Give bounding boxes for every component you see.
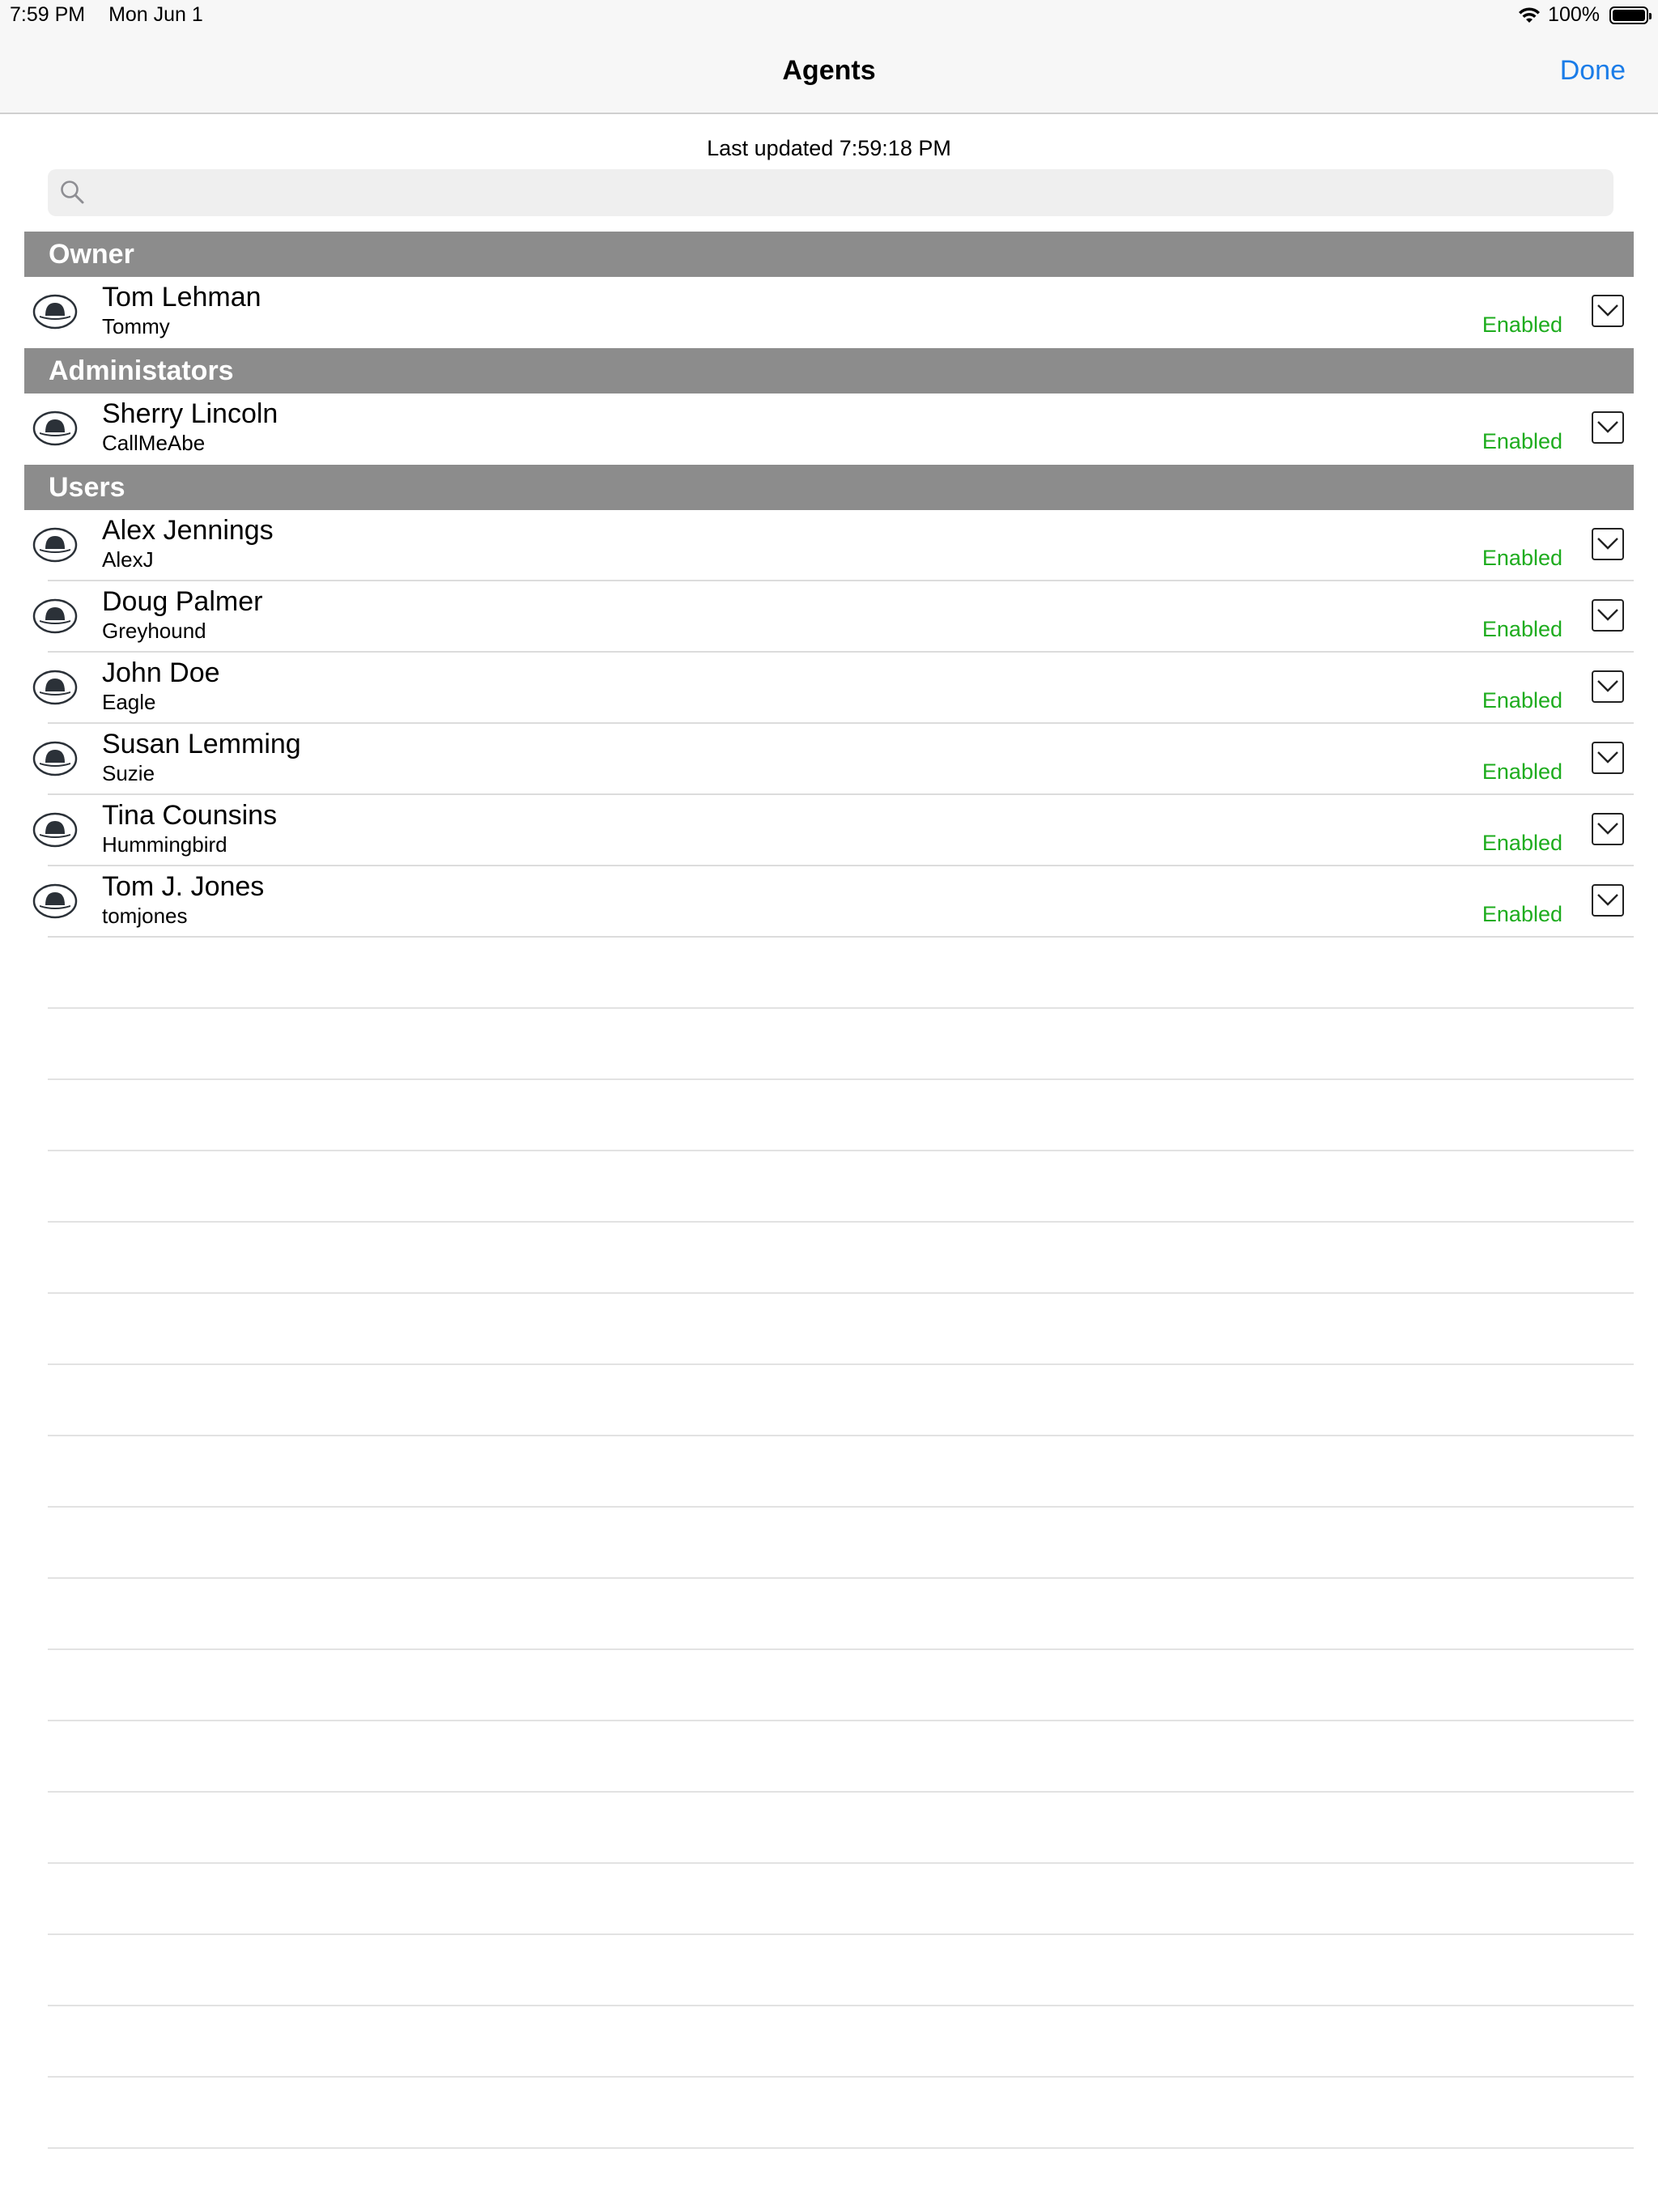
- agent-handle: Eagle: [102, 690, 156, 714]
- status-label: Enabled: [1482, 429, 1562, 453]
- status-label: Enabled: [1482, 313, 1562, 337]
- agent-handle: AlexJ: [102, 547, 154, 572]
- row-separator: [48, 2147, 1634, 2149]
- row-separator: [48, 1862, 1634, 1864]
- row-separator: [48, 1435, 1634, 1436]
- section-header-owner: Owner: [24, 232, 1634, 277]
- status-label: Enabled: [1482, 831, 1562, 855]
- page-title: Agents: [782, 55, 876, 86]
- status-left: [10, 3, 203, 27]
- row-separator: [48, 1292, 1634, 1294]
- section-header-administrators: Administators: [24, 348, 1634, 393]
- agent-name: Doug Palmer: [102, 586, 263, 617]
- bowler-hat-icon: [32, 598, 78, 635]
- agent-handle: CallMeAbe: [102, 431, 206, 455]
- agent-handle: Tommy: [102, 314, 170, 338]
- row-separator: [48, 1506, 1634, 1508]
- wifi-icon: [1517, 6, 1541, 24]
- status-label: Enabled: [1482, 546, 1562, 570]
- expand-toggle[interactable]: [1592, 295, 1624, 327]
- battery-icon: [1609, 6, 1648, 24]
- chevron-down-icon: [1596, 678, 1619, 695]
- agent-row[interactable]: [24, 866, 1634, 938]
- bowler-hat-icon: [32, 811, 78, 849]
- expand-toggle[interactable]: [1592, 742, 1624, 774]
- expand-toggle[interactable]: [1592, 813, 1624, 845]
- agent-row[interactable]: [24, 510, 1634, 581]
- row-separator: [48, 1078, 1634, 1080]
- agent-name: Tom Lehman: [102, 282, 261, 313]
- section-header-users: Users: [24, 465, 1634, 510]
- expand-toggle[interactable]: [1592, 599, 1624, 632]
- agents-table: [24, 232, 1634, 938]
- expand-toggle[interactable]: [1592, 411, 1624, 444]
- agent-row[interactable]: [24, 653, 1634, 724]
- chevron-down-icon: [1596, 750, 1619, 766]
- chevron-down-icon: [1596, 821, 1619, 837]
- battery-percent: 100%: [1548, 3, 1600, 26]
- status-label: Enabled: [1482, 902, 1562, 926]
- bowler-hat-icon: [32, 410, 78, 447]
- agent-handle: tomjones: [102, 904, 188, 928]
- row-separator: [48, 2076, 1634, 2078]
- row-separator: [48, 1221, 1634, 1223]
- row-separator: [48, 1648, 1634, 1650]
- agent-name: Sherry Lincoln: [102, 398, 278, 429]
- agent-row[interactable]: [24, 581, 1634, 653]
- status-date: Mon Jun 1: [108, 3, 203, 26]
- row-separator: [48, 1577, 1634, 1579]
- row-separator: [48, 1363, 1634, 1365]
- row-separator: [48, 1933, 1634, 1935]
- chevron-down-icon: [1596, 536, 1619, 552]
- bowler-hat-icon: [32, 740, 78, 777]
- chevron-down-icon: [1596, 303, 1619, 319]
- search-input[interactable]: [95, 169, 1601, 216]
- agent-row[interactable]: [24, 393, 1634, 465]
- status-label: Enabled: [1482, 759, 1562, 784]
- bowler-hat-icon: [32, 669, 78, 706]
- bowler-hat-icon: [32, 293, 78, 330]
- bowler-hat-icon: [32, 526, 78, 564]
- row-separator: [48, 1791, 1634, 1793]
- agent-row[interactable]: [24, 795, 1634, 866]
- agent-name: Tom J. Jones: [102, 871, 265, 902]
- chevron-down-icon: [1596, 607, 1619, 623]
- agent-row[interactable]: [24, 724, 1634, 795]
- status-right: [1517, 3, 1648, 27]
- expand-toggle[interactable]: [1592, 670, 1624, 703]
- chevron-down-icon: [1596, 419, 1619, 436]
- row-separator: [48, 2005, 1634, 2006]
- bowler-hat-icon: [32, 883, 78, 920]
- agent-handle: Greyhound: [102, 619, 206, 643]
- status-label: Enabled: [1482, 617, 1562, 641]
- status-time: 7:59 PM: [10, 3, 86, 26]
- agent-name: Susan Lemming: [102, 729, 301, 759]
- expand-toggle[interactable]: [1592, 884, 1624, 917]
- chevron-down-icon: [1596, 892, 1619, 908]
- status-label: Enabled: [1482, 688, 1562, 713]
- agent-row[interactable]: [24, 277, 1634, 348]
- navigation-bar: [0, 32, 1658, 114]
- agent-name: Tina Counsins: [102, 800, 278, 831]
- row-separator: [48, 1720, 1634, 1721]
- search-bar[interactable]: [48, 169, 1613, 216]
- expand-toggle[interactable]: [1592, 528, 1624, 560]
- done-button[interactable]: Done: [1559, 55, 1626, 86]
- row-separator: [48, 1150, 1634, 1151]
- agent-name: Alex Jennings: [102, 515, 274, 546]
- row-separator: [48, 1007, 1634, 1009]
- status-bar: [0, 0, 1658, 32]
- agent-handle: Hummingbird: [102, 832, 227, 857]
- last-updated-label: Last updated 7:59:18 PM: [707, 136, 951, 160]
- agent-name: John Doe: [102, 657, 220, 688]
- search-icon: [59, 179, 87, 206]
- agent-handle: Suzie: [102, 761, 155, 785]
